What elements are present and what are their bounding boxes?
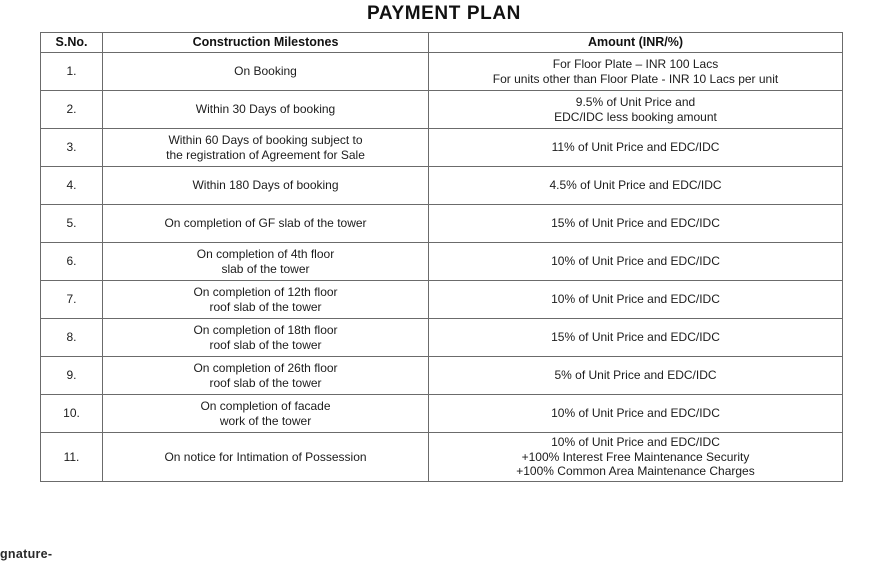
table-row [41, 357, 843, 395]
milestone-cell: On completion of 4th floor slab of the tower [103, 243, 429, 281]
table-row [41, 91, 843, 129]
sno-cell: 4. [41, 167, 103, 205]
milestone-cell: Within 180 Days of booking [103, 167, 429, 205]
table-row [41, 167, 843, 205]
milestone-cell: On completion of facade work of the tower [103, 395, 429, 433]
sno-cell: 11. [41, 433, 103, 482]
sno-cell: 3. [41, 129, 103, 167]
milestone-cell: On completion of GF slab of the tower [103, 205, 429, 243]
amount-cell: 10% of Unit Price and EDC/IDC [429, 243, 843, 281]
page-title: PAYMENT PLAN [367, 3, 521, 24]
table-row [41, 129, 843, 167]
table-row [41, 433, 843, 482]
milestone-cell: On notice for Intimation of Possession [103, 433, 429, 482]
milestone-cell: On completion of 12th floor roof slab of the tower [103, 281, 429, 319]
amount-cell: 10% of Unit Price and EDC/IDC [429, 395, 843, 433]
sno-cell: 7. [41, 281, 103, 319]
sno-cell: 10. [41, 395, 103, 433]
milestone-cell: Within 30 Days of booking [103, 91, 429, 129]
table-row [41, 205, 843, 243]
milestone-cell: On Booking [103, 53, 429, 91]
table-row [41, 281, 843, 319]
amount-cell: 5% of Unit Price and EDC/IDC [429, 357, 843, 395]
amount-cell: 11% of Unit Price and EDC/IDC [429, 129, 843, 167]
amount-cell: 15% of Unit Price and EDC/IDC [429, 205, 843, 243]
sno-cell: 2. [41, 91, 103, 129]
header-cell-sno: S.No. [41, 33, 103, 53]
sno-cell: 1. [41, 53, 103, 91]
amount-cell: 9.5% of Unit Price and EDC/IDC less booking amount [429, 91, 843, 129]
milestone-cell: On completion of 18th floor roof slab of the tower [103, 319, 429, 357]
milestone-cell: Within 60 Days of booking subject to the registration of Agreement for Sale [103, 129, 429, 167]
signature-note: gnature- [0, 547, 53, 561]
milestone-cell: On completion of 26th floor roof slab of the tower [103, 357, 429, 395]
table-row [41, 319, 843, 357]
table-row [41, 243, 843, 281]
table-row [41, 395, 843, 433]
payment-plan-table [40, 32, 843, 482]
amount-cell: 15% of Unit Price and EDC/IDC [429, 319, 843, 357]
amount-cell: 4.5% of Unit Price and EDC/IDC [429, 167, 843, 205]
table-row [41, 53, 843, 91]
payment-table-body [41, 53, 843, 482]
sno-cell: 6. [41, 243, 103, 281]
amount-cell: 10% of Unit Price and EDC/IDC [429, 281, 843, 319]
amount-cell: 10% of Unit Price and EDC/IDC +100% Interest Free Maintenance Security +100% Common Area Maintenance Charges [429, 433, 843, 482]
sno-cell: 8. [41, 319, 103, 357]
table-header-row [41, 33, 843, 53]
header-cell-milestones: Construction Milestones [103, 33, 429, 53]
sno-cell: 9. [41, 357, 103, 395]
amount-cell: For Floor Plate – INR 100 Lacs For units other than Floor Plate - INR 10 Lacs per unit [429, 53, 843, 91]
header-cell-amount: Amount (INR/%) [429, 33, 843, 53]
sno-cell: 5. [41, 205, 103, 243]
